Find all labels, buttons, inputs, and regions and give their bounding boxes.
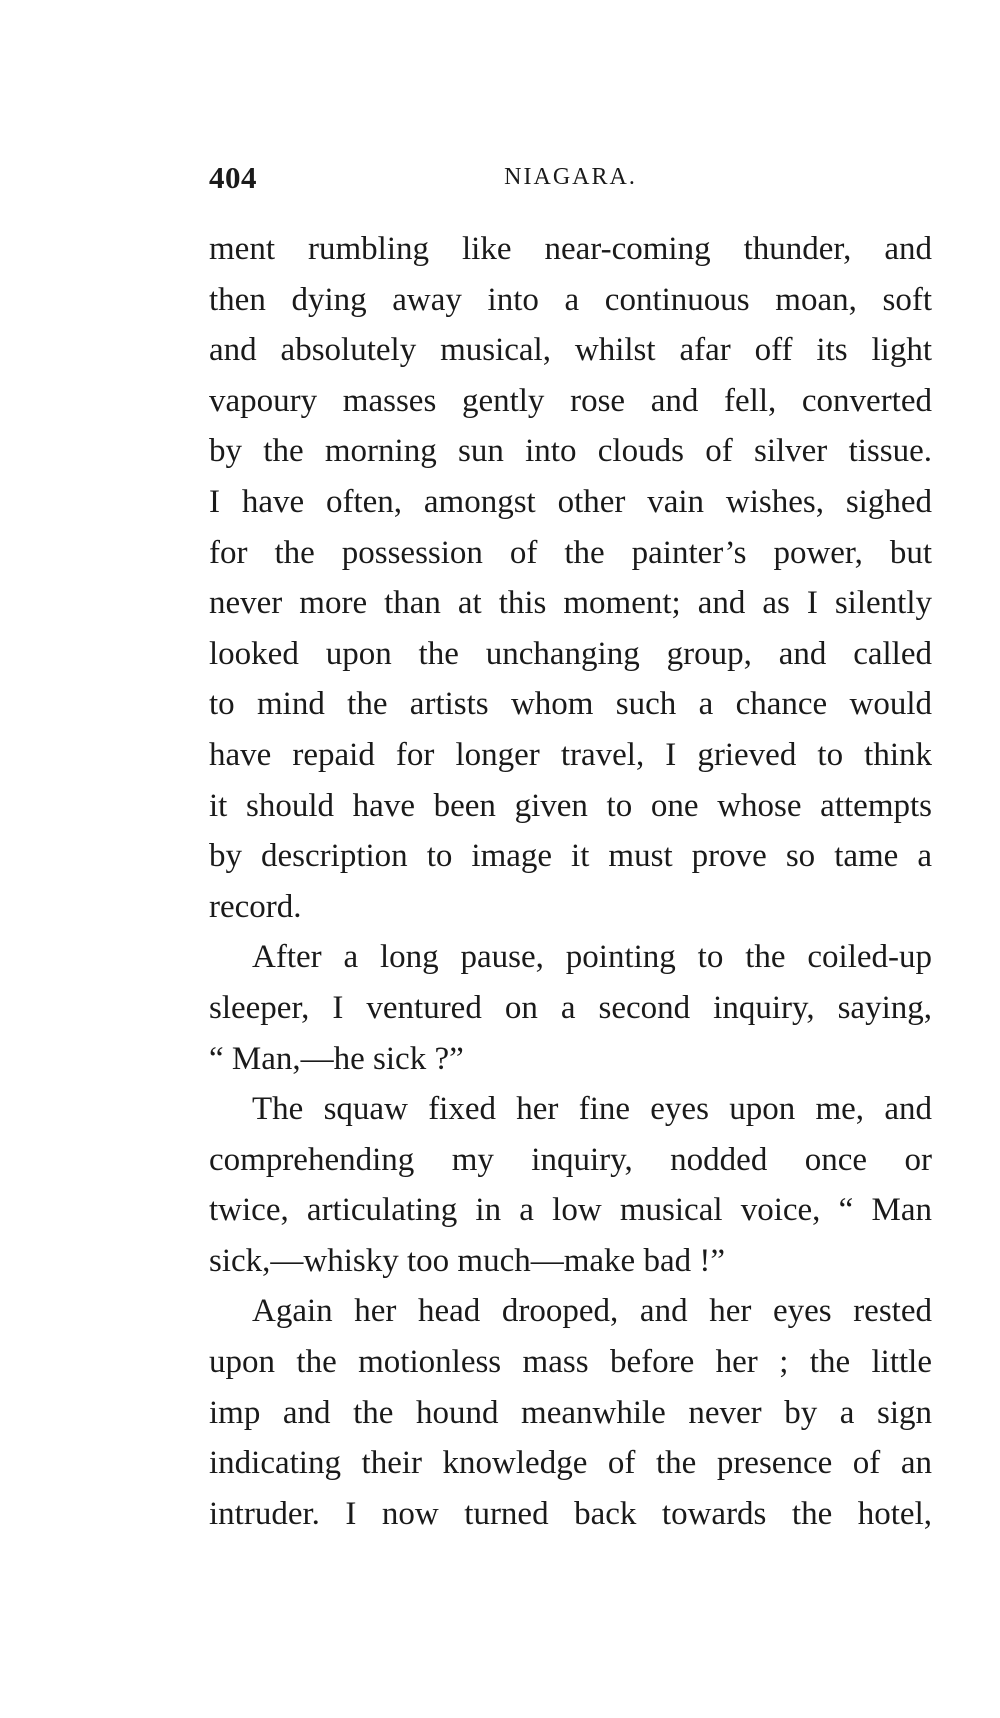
text-line: ment rumbling like near-coming thunder, and (209, 231, 932, 267)
text-line: “ Man,—he sick ?” (209, 1040, 464, 1077)
text-line: for the possession of the painter’s power, but (209, 534, 932, 571)
text-line: have repaid for longer travel, I grieved to think (209, 736, 932, 773)
running-head: NIAGARA. (504, 164, 637, 190)
text-line: upon the motionless mass before her ; the little (209, 1344, 932, 1381)
page-header (209, 160, 932, 200)
text-line: I have often, amongst other vain wishes, sighed (209, 483, 932, 520)
text-line: vapoury masses gently rose and fell, converted (209, 382, 932, 419)
text-line: record. (209, 888, 302, 925)
text-line: by the morning sun into clouds of silver tissue. (209, 433, 932, 470)
text-line: it should have been given to one whose attempts (209, 787, 932, 824)
text-line: to mind the artists whom such a chance would (209, 686, 932, 723)
text-line: never more than at this moment; and as I silently (209, 585, 932, 622)
text-line: by description to image it must prove so tame a (209, 838, 932, 875)
text-line: intruder. I now turned back towards the hotel, (209, 1495, 932, 1532)
text-line: The squaw fixed her fine eyes upon me, and (252, 1091, 932, 1128)
body-text (209, 224, 932, 1539)
text-line: twice, articulating in a low musical voice, “ Man (209, 1192, 932, 1229)
text-line: After a long pause, pointing to the coiled-up (252, 939, 932, 976)
text-line: then dying away into a continuous moan, soft (209, 281, 932, 318)
text-line: indicating their knowledge of the presence of an (209, 1445, 932, 1482)
text-line: and absolutely musical, whilst afar off its light (209, 332, 932, 369)
text-line: imp and the hound meanwhile never by a sign (209, 1394, 932, 1431)
text-line: sleeper, I ventured on a second inquiry, saying, (209, 989, 932, 1026)
text-line: looked upon the unchanging group, and called (209, 635, 932, 672)
text-line: Again her head drooped, and her eyes rested (252, 1293, 932, 1330)
text-line: sick,—whisky too much—make bad !” (209, 1242, 725, 1279)
page-number: 404 (209, 160, 257, 195)
text-line: comprehending my inquiry, nodded once or (209, 1141, 932, 1178)
